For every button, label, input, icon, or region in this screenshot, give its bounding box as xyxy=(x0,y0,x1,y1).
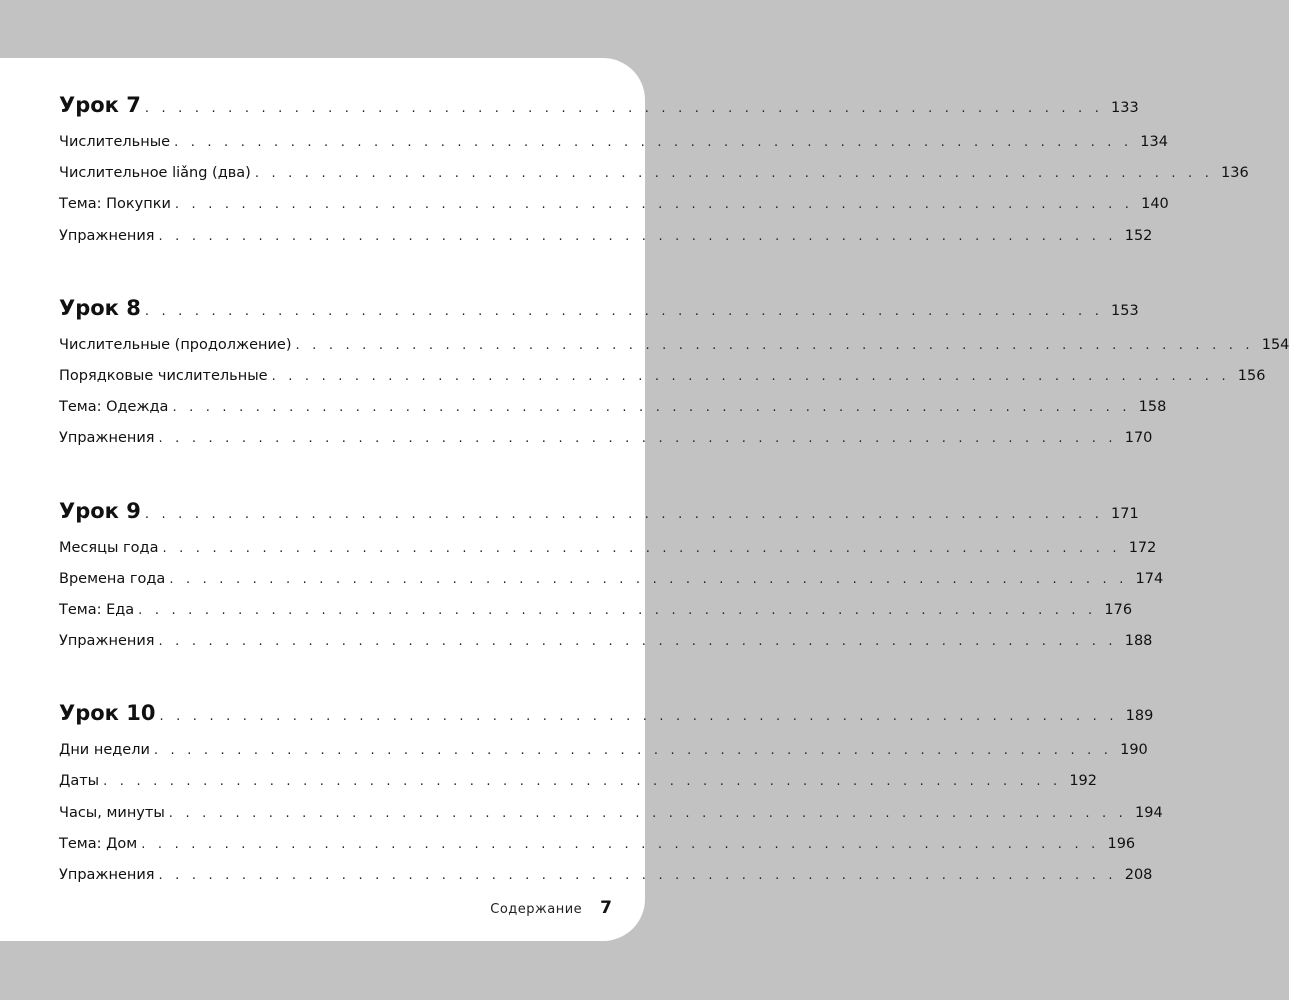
toc-entry[interactable] xyxy=(59,773,1098,804)
toc-entry[interactable] xyxy=(59,134,1168,165)
toc-entry[interactable] xyxy=(59,867,1153,898)
entry-page-number: 134 xyxy=(1140,134,1168,150)
entry-page-number: 152 xyxy=(1124,227,1153,244)
toc-entry[interactable] xyxy=(59,196,1169,227)
entry-title: Порядковые числительные xyxy=(59,367,268,384)
toc-entry[interactable] xyxy=(59,742,1148,773)
toc-entry[interactable] xyxy=(59,165,1249,196)
dot-leader: . . . . . . . . . . . . . . . . . . . . . . . . . . . . . . . . . . . . . . . . . . . . . . . . . . . . . . . . . . xyxy=(254,166,1214,182)
toc-entry[interactable] xyxy=(59,539,1157,571)
dot-leader: . . . . . . . . . . . . . . . . . . . . . . . . . . . . . . . . . . . . . . . . . . . . . . . . . . . . . . . . . . xyxy=(174,197,1134,213)
lesson-page-number: 153 xyxy=(1111,302,1139,319)
lesson-section-7 xyxy=(59,93,1249,259)
dot-leader: . . . . . . . . . . . . . . . . . . . . . . . . . . . . . . . . . . . . . . . . . . . . . . . . . . . . . . . . . . xyxy=(141,836,1100,852)
toc-entry[interactable] xyxy=(59,430,1153,461)
entry-title: Тема: Еда xyxy=(59,601,135,618)
entry-page-number: 176 xyxy=(1104,601,1133,618)
entry-title: Упражнения xyxy=(59,633,155,650)
toc-entry[interactable] xyxy=(59,633,1153,664)
entry-title: Тема: Дом xyxy=(59,835,138,852)
dot-leader: . . . . . . . . . . . . . . . . . . . . . . . . . . . . . . . . . . . . . . . . . . . . . . . . . . . . . . . . . . xyxy=(138,602,1097,618)
entry-title: Дни недели xyxy=(59,742,150,759)
entry-page-number: 208 xyxy=(1124,867,1153,883)
toc-entry[interactable] xyxy=(59,601,1133,633)
dot-leader: . . . . . . . . . . . . . . . . . . . . . . . . . . . . . . . . . . . . . . . . . . . . . . . . . . . . . . . . . . xyxy=(172,400,1131,416)
entry-page-number: 158 xyxy=(1138,399,1167,416)
entry-title: Числительное liǎng (два) xyxy=(59,165,251,182)
lesson-section-8 xyxy=(59,295,1289,462)
lesson-heading[interactable] xyxy=(59,295,1139,330)
entry-page-number: 174 xyxy=(1135,570,1164,587)
lesson-section-9 xyxy=(59,498,1164,665)
dot-leader: . . . . . . . . . . . . . . . . . . . . . . . . . . . . . . . . . . . . . . . . . . . . . . . . . . . . . . . . . . xyxy=(158,634,1117,650)
entry-page-number: 154 xyxy=(1261,336,1289,353)
entry-page-number: 156 xyxy=(1237,367,1266,384)
entry-page-number: 188 xyxy=(1124,633,1153,650)
dot-leader: . . . . . . . . . . . . . . . . . . . . . . . . . . . . . . . . . . . . . . . . . . . . . . . . . . . . . . . . . . xyxy=(144,303,1104,319)
dot-leader: . . . . . . . . . . . . . . . . . . . . . . . . . . . . . . . . . . . . . . . . . . . . . . . . . . . . . . . . . . xyxy=(144,506,1104,522)
lesson-title: Урок 7 xyxy=(59,93,141,117)
entry-page-number: 140 xyxy=(1141,196,1169,213)
table-of-contents xyxy=(59,93,1289,935)
dot-leader: . . . . . . . . . . . . . . . . . . . . . . . . . . . . . . . . . . . . . . . . . . . . . . . . . . . . . . . . . . xyxy=(159,709,1118,725)
lesson-heading[interactable] xyxy=(59,93,1139,127)
footer-section-label: Содержание xyxy=(490,902,583,917)
entry-title: Месяцы года xyxy=(59,539,159,556)
lesson-heading[interactable] xyxy=(59,701,1154,735)
dot-leader: . . . . . . . . . . . . . . . . . . . . . . . . . . . . . . . . . . . . . . . . . . . . . . . . . . . . . . . . . . xyxy=(158,431,1117,447)
dot-leader: . . . . . . . . . . . . . . . . . . . . . . . . . . . . . . . . . . . . . . . . . . . . . . . . . . . . . . . . . . xyxy=(162,540,1121,556)
toc-entry[interactable] xyxy=(59,570,1164,602)
lesson-heading[interactable] xyxy=(59,498,1139,533)
dot-leader: . . . . . . . . . . . . . . . . . . . . . . . . . . . . . . . . . . . . . . . . . . . . . . . . . . . . . . . . . . xyxy=(153,743,1113,759)
lesson-section-10 xyxy=(59,701,1163,898)
entry-page-number: 172 xyxy=(1128,539,1157,556)
toc-entry[interactable] xyxy=(59,804,1163,836)
dot-leader: . . . . . . . . . . . . . . . . . . . . . . . . . . . . . . . . . . . . . . . . . . . . . . . . . . . . . . . . . . xyxy=(174,135,1133,150)
dot-leader: . . . . . . . . . . . . . . . . . . . . . . . . . . . . . . . . . . . . . . . . . . . . . . . . . . . . . . . . . . xyxy=(295,337,1254,353)
lesson-title: Урок 8 xyxy=(59,295,141,320)
entry-title: Времена года xyxy=(59,570,166,587)
entry-title: Числительные (продолжение) xyxy=(59,336,292,353)
entry-title: Упражнения xyxy=(59,430,155,447)
dot-leader: . . . . . . . . . . . . . . . . . . . . . . . . . . . . . . . . . . . . . . . . . . . . . . . . . . . . . . . . . . xyxy=(169,571,1128,587)
toc-entry[interactable] xyxy=(59,835,1136,867)
lesson-title: Урок 10 xyxy=(59,701,156,726)
entry-page-number: 194 xyxy=(1135,804,1163,821)
entry-page-number: 196 xyxy=(1107,835,1136,852)
entry-title: Числительные xyxy=(59,134,171,150)
entry-title: Часы, минуты xyxy=(59,804,165,821)
toc-entry[interactable] xyxy=(59,336,1289,368)
entry-title: Тема: Покупки xyxy=(59,196,171,213)
lesson-page-number: 133 xyxy=(1111,100,1139,116)
toc-entry[interactable] xyxy=(59,367,1266,399)
dot-leader: . . . . . . . . . . . . . . . . . . . . . . . . . . . . . . . . . . . . . . . . . . . . . . . . . . . . . . . . . . xyxy=(103,774,1062,790)
entry-title: Упражнения xyxy=(59,227,155,244)
footer-page-number: 7 xyxy=(600,898,612,918)
entry-page-number: 190 xyxy=(1120,742,1148,759)
entry-page-number: 170 xyxy=(1124,430,1153,447)
lesson-title: Урок 9 xyxy=(59,498,141,523)
dot-leader: . . . . . . . . . . . . . . . . . . . . . . . . . . . . . . . . . . . . . . . . . . . . . . . . . . . . . . . . . . xyxy=(158,228,1117,244)
entry-title: Даты xyxy=(59,773,100,790)
dot-leader: . . . . . . . . . . . . . . . . . . . . . . . . . . . . . . . . . . . . . . . . . . . . . . . . . . . . . . . . . . xyxy=(271,368,1230,384)
page-footer xyxy=(490,898,612,918)
entry-page-number: 192 xyxy=(1069,773,1098,790)
entry-title: Упражнения xyxy=(59,867,155,883)
toc-entry[interactable] xyxy=(59,399,1167,430)
lesson-page-number: 189 xyxy=(1125,708,1154,725)
entry-title: Тема: Одежда xyxy=(59,399,169,416)
dot-leader: . . . . . . . . . . . . . . . . . . . . . . . . . . . . . . . . . . . . . . . . . . . . . . . . . . . . . . . . . . xyxy=(144,101,1104,116)
entry-page-number: 136 xyxy=(1221,165,1249,182)
dot-leader: . . . . . . . . . . . . . . . . . . . . . . . . . . . . . . . . . . . . . . . . . . . . . . . . . . . . . . . . . . xyxy=(168,805,1128,821)
dot-leader: . . . . . . . . . . . . . . . . . . . . . . . . . . . . . . . . . . . . . . . . . . . . . . . . . . . . . . . . . . xyxy=(158,868,1117,883)
toc-entry[interactable] xyxy=(59,227,1153,259)
lesson-page-number: 171 xyxy=(1111,505,1139,522)
